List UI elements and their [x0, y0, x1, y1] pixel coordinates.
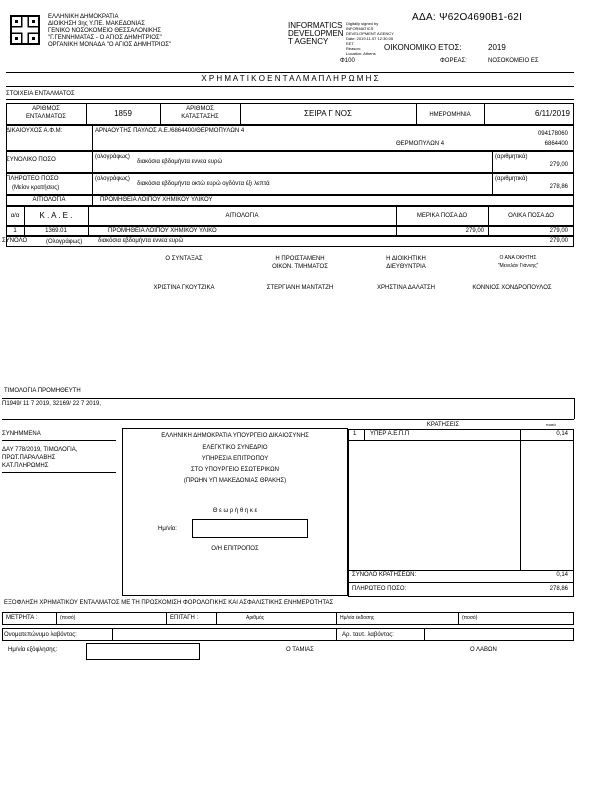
attachments-line-3: ΚΑΤ.ΠΛΗΡΩΜΗΣ: [2, 463, 49, 469]
paid-date-field[interactable]: [86, 643, 200, 660]
deductions-header: ΚΡΑΤΗΣΕΙΣ: [426, 422, 460, 428]
signature-detail-4: Date: 2019.11.07 12:30:05: [346, 36, 394, 41]
signature-role-3-line1: Η ΔΙΟΙΚΗΤΙΚΗ: [386, 256, 426, 262]
beneficiary-afm: 094178060: [537, 131, 568, 137]
total-amount-words: διακόσια εβδομήντα εννεα ευρώ: [137, 159, 223, 165]
deductions-total: 0,14: [556, 572, 568, 578]
reason-label: ΑΙΤΙΟΛΟΓΙΑ: [32, 197, 66, 203]
item-total: 279,00: [549, 228, 568, 234]
order-number-label-1: ΑΡΙΘΜΟΣ: [32, 106, 60, 112]
payment-row-2: [2, 628, 574, 641]
payable-words-label: (ολογράφως): [95, 176, 130, 182]
signature-name-2: ΣΤΕΡΓΙΑΝΗ ΜΑΝΤΑΤΖΗ: [266, 285, 334, 291]
state-emblem: [10, 15, 40, 45]
deduction-amount: 0,14: [556, 431, 568, 437]
signature-role-2-line2: ΟΙΚΟΝ. ΤΜΗΜΑΤΟΣ: [272, 264, 328, 270]
audit-line-5: (ΠΡΩΗΝ ΥΠ ΜΑΚΕΔΟΝΙΑΣ ΘΡΑΚΗΣ): [183, 478, 287, 484]
items-sum-label: ΣΥΝΟΛΟ: [2, 238, 28, 244]
items-sum-words: διακόσια εβδομήντα εννεα ευρώ: [98, 238, 184, 244]
signature-role-3-line2: ΔΙΕΥΘΥΝΤΡΙΑ: [386, 264, 426, 270]
signature-name-3: ΧΡΗΣΤΙΝΑ ΔΑΛΑΤΣΗ: [377, 285, 435, 291]
signature-role-4-line1: Ο ΑΝΑ ΟΚΗΤΗΣ: [499, 255, 537, 261]
invoice-text: Π1949/ 11 7 2019, 32169/ 22 7 2019,: [2, 401, 101, 407]
total-amount-label: ΣΥΝΟΛΙΚΟ ΠΟΣΟ: [6, 157, 56, 163]
items-header-kae: Κ . Α . Ε .: [39, 211, 73, 220]
divider: [56, 612, 57, 625]
attachments-line-1: ΔΑΥ 778/2019, ΤΙΜΟΛΟΓΙΑ,: [2, 447, 78, 453]
divider: [166, 612, 167, 625]
informatics-line-3: T AGENCY: [288, 37, 329, 46]
divider: [92, 125, 93, 151]
signature-detail-3: DEVELOPMENT AGENCY: [346, 31, 394, 36]
divider: [364, 429, 365, 440]
items-sum-words-label: (Ολογράφως): [46, 239, 83, 245]
divider: [348, 582, 574, 583]
fiscal-year: 2019: [488, 43, 506, 52]
attachments-label: ΣΥΝΗΜΜΕΝΑ: [2, 431, 41, 437]
payable-amount-words: διακόσια εβδομήντα οκτώ ευρώ ογδόντα έξι λεπτά: [137, 181, 270, 187]
recipient-name-label: Ονοματεπώνυμο λαβόντος:: [4, 632, 77, 638]
total-amount-value: 279,00: [549, 162, 568, 168]
beneficiary-label: ΔΙΚΑΙΟΥΧΟΣ Α.Φ.Μ:: [6, 128, 63, 134]
entity-label: ΦΟΡΕΑΣ:: [440, 58, 467, 64]
divider: [424, 628, 425, 641]
items-header-aa: α/α: [10, 213, 20, 219]
order-section-label: ΣΤΟΙΧΕΙΑ ΕΝΤΑΛΜΑΤΟΣ: [6, 91, 75, 97]
item-partial: 279,00: [465, 228, 484, 234]
cash-amount-field[interactable]: (ποσό): [60, 615, 76, 621]
audit-approved: Θ ε ω ρ ή θ η κ ε: [212, 508, 258, 514]
audit-line-2: ΕΛΕΓΚΤΙΚΟ ΣΥΝΕΔΡΙΟ: [202, 445, 268, 451]
check-date-field[interactable]: Ημ/νία έκδοσης: [340, 615, 375, 621]
document-title: Χ Ρ Η Μ Α Τ Ι Κ Ο Ε Ν Τ Α Λ Μ Α Π Λ Η Ρ Ω Μ Η Σ: [201, 74, 379, 83]
order-number: 1859: [114, 109, 132, 118]
payment-row-1: [2, 612, 574, 625]
title-rule-bottom: [6, 86, 574, 87]
deductions-total-label: ΣΥΝΟΛΟ ΚΡΑΤΗΣΕΩΝ:: [352, 572, 417, 578]
divider: [216, 612, 217, 625]
attachments-line-2: ΠΡΩΤ.ΠΑΡΑΛΑΒΗΣ: [2, 455, 56, 461]
item-reason: ΠΡΟΜΗΘΕΙΑ ΛΟΙΠΟΥ ΧΗΜΙΚΟΥ ΥΛΙΚΟ: [108, 228, 217, 234]
title-rule-top: [6, 72, 574, 73]
signature-detail-1: Digitally signed by: [346, 21, 379, 26]
divider: [348, 440, 574, 441]
reason-text: ΠΡΟΜΗΘΕΙΑ ΛΟΙΠΟΥ ΧΗΜΙΚΟΥ ΥΛΙΚΟΥ: [100, 197, 213, 203]
signature-name-4: ΚΟΝΝΙΟΣ ΧΟΝΔΡΟΠΟΥΛΟΣ: [472, 285, 552, 291]
divider: [2, 419, 574, 420]
total-words-label: (ολογράφως): [95, 154, 130, 160]
items-sum-amount: 279,00: [549, 238, 568, 244]
divider: [336, 628, 337, 641]
signature-role-4-line2: "Μενελάν Γιάννης": [497, 263, 539, 269]
check-number-field[interactable]: Αριθμός: [246, 615, 265, 621]
cashier-label: Ο ΤΑΜΙΑΣ: [286, 647, 314, 653]
divider: [92, 195, 93, 206]
item-kae: 1369.01: [45, 228, 67, 234]
signature-role-1: Ο ΣΥΝΤΑΞΑΣ: [165, 256, 203, 262]
issuer-line-1: ΕΛΛΗΝΙΚΗ ΔΗΜΟΚΡΑΤΙΑ: [48, 14, 119, 20]
audit-line-4: ΣΤΟ ΥΠΟΥΡΓΕΙΟ ΕΣΩΤΕΡΙΚΩΝ: [191, 467, 279, 473]
check-label: ΕΠΙΤΑΓΗ :: [170, 615, 199, 621]
payment-title: ΕΞΟΦΛΗΣΗ ΧΡΗΜΑΤΙΚΟΥ ΕΝΤΑΛΜΑΤΟΣ ΜΕ ΤΗ ΠΡΟΣΚΟΜΙΣΗ ΦΟΡΟΛΟΓΙΚΗΣ ΚΑΙ ΑΣΦΑΛΙΣΤΙΚΗΣ ΕΝΗΜΕΡΟΤΗΤΑΣ: [4, 600, 334, 606]
deductions-payable-label: ΠΛΗΡΩΤΕΟ ΠΟΣΟ:: [352, 586, 407, 592]
divider: [520, 429, 521, 570]
cross-emblem-icon: [10, 15, 40, 45]
items-header-reason: ΑΙΤΙΟΛΟΓΙΑ: [225, 213, 259, 219]
order-series: ΣΕΙΡΑ Γ ΝΟΣ: [304, 109, 352, 118]
issuer-line-3: ΓΕΝΙΚΟ ΝΟΣΟΚΟΜΕΙΟ ΘΕΣΣΑΛΟΝΙΚΗΣ: [48, 28, 162, 34]
issuer-line-2: ΔΙΟΙΚΗΣΗ 3ης Υ.ΠΕ. ΜΑΚΕΔΟΝΙΑΣ: [48, 21, 146, 27]
status-number-label-1: ΑΡΙΘΜΟΣ: [186, 106, 214, 112]
divider: [2, 440, 116, 441]
deductions-payable: 278,86: [549, 586, 568, 592]
items-header-total: ΟΛΙΚΑ ΠΟΣΑ ΔΟ: [508, 213, 554, 219]
divider: [492, 173, 493, 195]
beneficiary-name: ΑΡΝΑΟΥΤΗΣ ΠΑΥΛΟΣ Α.Ε./6864400/ΘΕΡΜΟΠΥΛΩΝ 4: [95, 128, 245, 134]
ida-code: ΑΔΑ: Ψ62Ο4690Β1-62Ι: [412, 12, 523, 23]
signature-name-1: ΧΡΙΣΤΙΝΑ ΓΚΟΥΤΖΙΚΑ: [153, 285, 215, 291]
divider: [6, 99, 574, 100]
status-number-label-2: ΚΑΤΑΣΤΑΣΗΣ: [181, 114, 219, 120]
paid-date-label: Ημ/νία εξόφλησης:: [8, 647, 58, 653]
beneficiary-code: 6864400: [544, 141, 568, 147]
deductions-amount-header: ποσά: [546, 422, 556, 427]
audit-signer: Ο/Η ΕΠΙΤΡΟΠΟΣ: [211, 546, 259, 552]
divider: [458, 612, 459, 625]
divider: [112, 628, 113, 641]
deduction-name: ΥΠΕΡ Α.Ε.Π.Π: [370, 431, 410, 437]
recipient-id-label: Αρ. ταυτ. λαβόντος:: [342, 632, 394, 638]
divider: [92, 173, 93, 195]
total-numbers-label: (αριθμητικά): [495, 154, 528, 160]
payable-numbers-label: (αριθμητικά): [495, 176, 528, 182]
audit-date-label: Ημ/νία:: [158, 526, 177, 532]
issuer-line-5: ΟΡΓΑΝΙΚΗ ΜΟΝΑΔΑ "Ο ΑΓΙΟΣ ΔΗΜΗΤΡΙΟΣ": [48, 42, 172, 48]
divider: [492, 151, 493, 173]
divider: [348, 570, 574, 571]
cash-label: ΜΕΤΡΗΤΑ :: [6, 615, 38, 621]
invoice-label: ΤΙΜΟΛΟΓΙΑ ΠΡΟΜΗΘΕΥΤΗ: [4, 388, 81, 394]
divider: [336, 612, 337, 625]
items-sum-row: [6, 236, 574, 247]
payable-amount-value: 278,86: [549, 184, 568, 190]
audit-line-1: ΕΛΛΗΝΙΚΗ ΔΗΜΟΚΡΑΤΙΑ ΥΠΟΥΡΓΕΙΟ ΔΙΚΑΙΟΣΥΝΗΣ: [161, 433, 309, 439]
signature-role-2-line1: Η ΠΡΟΙΣΤΑΜΕΝΗ: [275, 256, 325, 262]
check-amount-field[interactable]: (ποσό): [462, 615, 478, 621]
item-aa: 1: [13, 228, 17, 234]
signature-detail-6: Reason:: [346, 46, 361, 51]
divider: [2, 398, 574, 399]
signature-detail-7: Location: Athens: [346, 51, 376, 56]
informatics-line-2: DEVELOPMEN: [288, 29, 344, 38]
divider: [484, 103, 485, 125]
table-row: [6, 226, 574, 236]
divider: [2, 472, 116, 473]
beneficiary-address: ΘΕΡΜΟΠΥΛΩΝ 4: [396, 141, 445, 147]
fiscal-year-label: ΟΙΚΟΝΟΜΙΚΟ ΕΤΟΣ:: [384, 43, 462, 52]
signature-detail-5: EET: [346, 41, 354, 46]
deduction-aa: 1: [353, 431, 357, 437]
order-date: 6/11/2019: [535, 109, 570, 118]
payable-label-1: ΠΛΗΡΩΤΕΟ ΠΟΣΟ: [6, 176, 59, 182]
issuer-line-4: "Γ.ΓΕΝΝΗΜΑΤΑΣ - Ο ΑΓΙΟΣ ΔΗΜΗΤΡΙΟΣ": [48, 35, 162, 41]
divider: [92, 151, 93, 173]
signature-detail-2: INFORMATICS: [346, 26, 374, 31]
items-header-partial: ΜΕΡΙΚΑ ΠΟΣΑ ΔΟ: [416, 213, 468, 219]
date-label: ΗΜΕΡΟΜΗΝΙΑ: [429, 112, 471, 118]
entity-value: ΝΟΣΟΚΟΜΕΙΟ ΕΣ: [488, 58, 539, 64]
informatics-line-1: INFORMATICS: [288, 21, 343, 30]
order-number-label-2: ΕΝΤΑΛΜΑΤΟΣ: [25, 114, 67, 120]
entity-code: Φ100: [340, 58, 355, 64]
divider: [574, 398, 575, 419]
audit-line-3: ΥΠΗΡΕΣΙΑ ΕΠΙΤΡΟΠΟΥ: [201, 456, 269, 462]
receiver-label: Ο ΛΑΒΩΝ: [470, 647, 497, 653]
payable-label-2: (Μείον κρατήσεις): [12, 185, 60, 191]
audit-date-field: [192, 519, 308, 538]
